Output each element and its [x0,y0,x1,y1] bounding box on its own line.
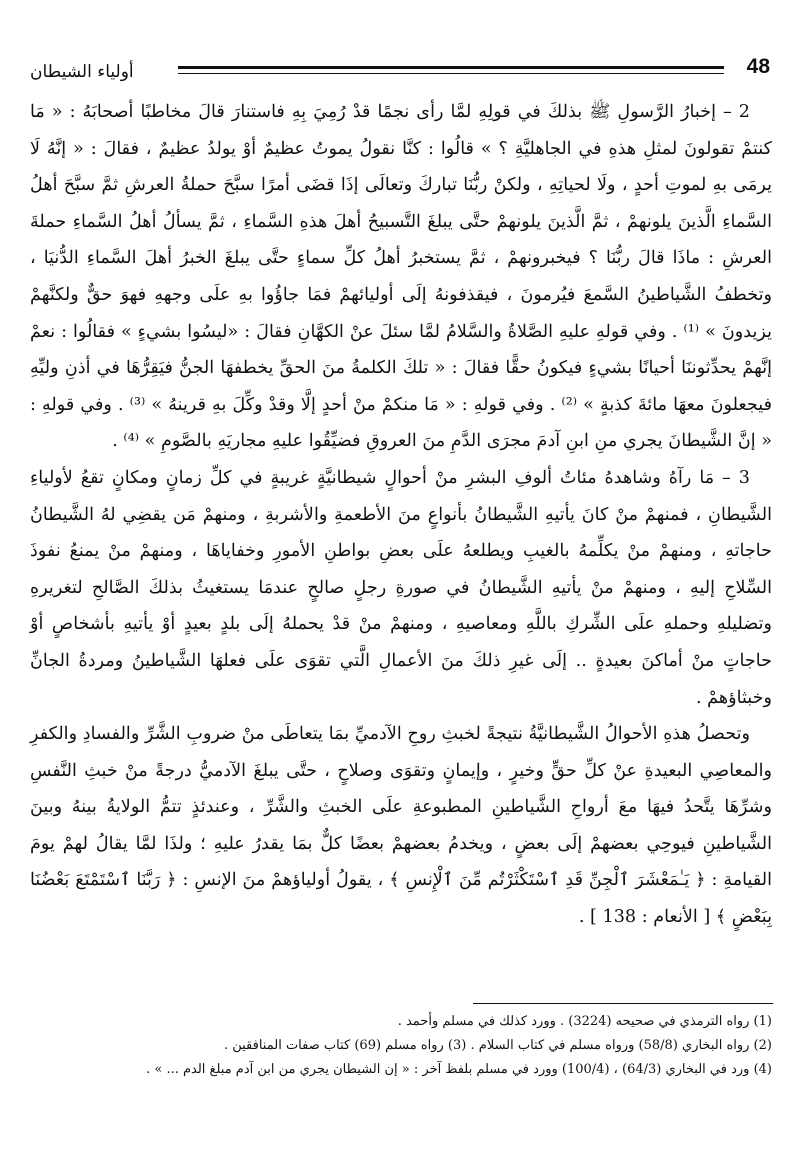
header-rule-thin [178,73,724,74]
footnotes [30,1010,772,1082]
footnote-4: (4) ورد في البخاري (64/3) ، (100/4) وورد في مسلم بلفظ آخر : « إن الشيطان يجري من ابن آدم مبلغ الدم ... » . [146,1062,772,1077]
page-number: 48 [746,55,770,78]
page-header [30,54,770,94]
footnote-rule [473,1003,773,1004]
body-text [30,94,772,936]
paragraph-conclusion: وتحصلُ هذهِ الأحوالُ الشَّيطانيَّةُ نتيجةً لخبثِ روحِ الآدميِّ بمَا يتعاطَى منْ ضروبِ الشَّرِّ والفسادِ والكفرِ والمعاصِي البعيدةِ عنْ كلِّ حقٍّ وخيرٍ ، وإيمانٍ وتقوَى وصلاحٍ ، حتَّى يبلغَ الآدميُّ درجةً منْ خبثِ النَّفسِ وشرِّهَا يتَّحدُ فيهَا معَ أرواحِ الشَّياطينِ المطبوعةِ علَى الخبثِ والشَّرِّ ، وعندئذٍ تتمُّ الولايةُ بينهُ وبينَ الشَّياطينِ فيوحِي بعضهمْ إلَى بعضٍ ، ويخدمُ بعضهمْ بعضًا كلٌّ بمَا يقدرُ عليهِ ؛ ولذَا لمَّا يقالُ لهمْ يومَ القيامةِ : ﴿ يَـٰمَعْشَرَ ٱلْجِنِّ قَدِ ٱسْتَكْثَرْتُم مِّنَ ٱلْإِنسِ ﴾ ، يقولُ أولياؤهمْ منَ الإنسِ : ﴿ رَبَّنَا ٱسْتَمْتَعَ بَعْضُنَا بِبَعْضٍ ﴾ [ الأنعام : 138 ] . [30,724,772,928]
paragraph-3: 3 – مَا رآهُ وشاهدهُ مئاتُ ألوفِ البشرِ منْ أحوالٍ شيطانيَّةٍ غريبةٍ في كلِّ زمانٍ ومكانٍ تقعُ لأولياءِ الشَّيطانِ ، فمنهمْ منْ كانَ يأتيهِ الشَّيطانُ بأنواعٍ منَ الأطعمةِ والأشربةِ ، ومنهمْ مَن يقضِي لهُ الشَّيطانُ حاجاتهِ ، ومنهمْ منْ يكلِّمهُ بالغيبِ ويطلعهُ علَى بعضِ بواطنِ الأمورِ وخفاياهَا ، ومنهمْ منْ يمنعُ نفوذَ السِّلاحِ إليهِ ، ومنهمْ منْ يأتيهِ الشَّيطانُ في صورةِ رجلٍ صالحٍ عندمَا يستغيثُ بذلكَ الصَّالحِ لتغريرهِ وتضليلهِ وحملهِ علَى الشِّركِ باللَّهِ ومعاصيهِ ، ومنهمْ منْ قدْ يحملهُ إلَى بلدٍ بعيدٍ أوْ يأتيهِ بأشخاصٍ أوْ حاجاتٍ منْ أماكنَ بعيدةٍ .. إلَى غيرِ ذلكَ منَ الأعمالِ الَّتي تقوَى علَى فعلهَا الشَّياطينُ ومردةُ الجانِّ وخبثاؤهمْ . [30,467,772,708]
footnote-1: (1) رواه الترمذي في صحيحه (3224) . وورد كذلك في مسلم وأحمد . [397,1014,772,1029]
header-rule [178,66,724,69]
footnote-2-3: (2) رواه البخاري (58/8) ورواه مسلم في كتاب السلام . (3) رواه مسلم (69) كتاب صفات المنافقين . [223,1038,772,1053]
running-title: أولياء الشيطان [30,62,134,82]
paragraph-2: 2 – إخبارُ الرَّسولِ ﷺ بذلكَ في قولِهِ لمَّا رأى نجمًا قدْ رُمِيَ بِهِ فاستنارَ قالَ مخاطبًا أصحابَهُ : « مَا كنتمْ تقولونَ لمثلِ هذهِ في الجاهليَّةِ ؟ » قالُوا : كنَّا نقولُ يموتُ عظيمٌ أوْ يولدُ عظيمٌ ، فقالَ : « إنَّهُ لَا يرمَى بهِ لموتِ أحدٍ ، ولَا لحياتِهِ ، ولكنْ ربُّنَا تباركَ وتعالَى إذَا قضَى أمرًا سبَّحَ حملةُ العرشِ ثمَّ سبَّحَ أهلُ السَّماءِ الَّذينَ يلونهمْ ، ثمَّ الَّذينَ يلونهمْ حتَّى يبلغَ التَّسبيحُ أهلَ هذهِ السَّماءِ ، ثمَّ يسألُ أهلُ السَّماءِ حملةَ العرشِ : ماذَا قالَ ربُّنَا ؟ فيخبرونهمْ ، ثمَّ يستخبرُ أهلُ كلِّ سماءٍ حتَّى يبلغَ الخبرُ أهلَ السَّماءِ الدُّنيَا ، وتخطفُ الشَّياطينُ السَّمعَ فيُرمونَ ، فيقذفونهُ إلَى أوليائهمْ فمَا جاؤُوا بهِ علَى وجههِ فهوَ حقٌّ ولكنَّهمْ يزيدونَ » ⁽¹⁾ . وفي قولهِ عليهِ الصَّلاةُ والسَّلامُ لمَّا سئلَ عنْ الكهَّانِ فقالَ : «ليسُوا بشيءٍ » فقالُوا : نعمْ إنَّهمْ يحدِّثوننَا أحيانًا بشيءٍ فيكونُ حقًّا فقالَ : « تلكَ الكلمةُ منَ الحقِّ يخطفهَا الجنُّ فيَقِرُّهَا في أذنِ وليِّهِ فيجعلونَ معهَا مائةَ كذبةٍ » ⁽²⁾ . وفي قولهِ : « مَا منكمْ منْ أحدٍ إلَّا وقدْ وكِّلَ بهِ قرينهُ » ⁽³⁾ . وفي قولهِ : « إنَّ الشَّيطانَ يجري منِ ابنِ آدمَ مجرَى الدَّمِ منَ العروقِ فضيِّقُوا عليهِ مجاريَهِ بالصَّومِ » ⁽⁴⁾ . [30,102,773,452]
